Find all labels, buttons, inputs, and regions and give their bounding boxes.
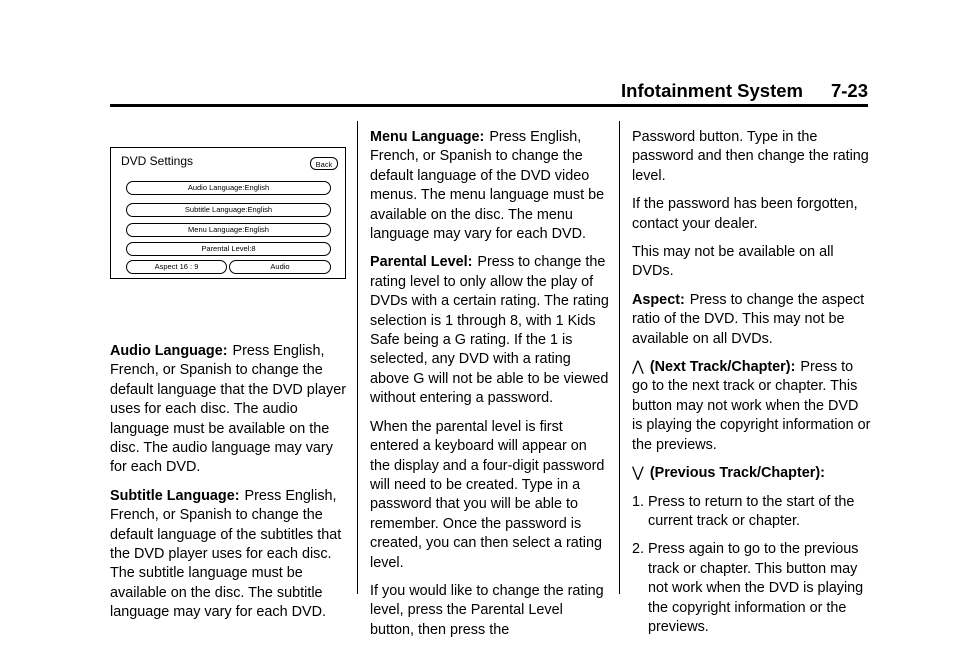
- prev-track-term: (Previous Track/Chapter):: [649, 465, 825, 482]
- step-number: 2.: [632, 541, 645, 558]
- subtitle-language-text: Press English, French, or Spanish to change the default language of the subtitles that the DVD player uses for each disc. The subtitle language must be available on the disc. The subtitle language may vary for each DVD.: [110, 487, 342, 621]
- figure-audio-language-button: Audio Language:English: [126, 181, 331, 195]
- subtitle-language-term: Subtitle Language:: [110, 487, 240, 504]
- next-track-text: Press to go to the next track or chapter. This button may not work when the DVD is playing the copyright information or the previews.: [632, 359, 871, 453]
- column-divider-1: [357, 121, 358, 594]
- figure-title: DVD Settings: [121, 154, 194, 168]
- column-2: [370, 128, 610, 649]
- prev-track-steps: [632, 493, 872, 638]
- section-title: Infotainment System: [621, 80, 803, 101]
- figure-menu-language-button: Menu Language:English: [126, 223, 331, 237]
- parental-level-term: Parental Level:: [370, 254, 473, 271]
- column-3: [632, 128, 872, 646]
- aspect-paragraph: [632, 291, 872, 349]
- page-header: [110, 80, 868, 104]
- figure-parental-level-button: Parental Level:8: [126, 242, 331, 256]
- header-rule: [110, 104, 868, 107]
- menu-language-term: Menu Language:: [370, 129, 485, 145]
- change-rating-paragraph-start: If you would like to change the rating level, press the Parental Level button, then press the: [370, 582, 604, 638]
- prev-track-paragraph: [632, 464, 872, 483]
- figure-subtitle-language-button: Subtitle Language:English: [126, 203, 331, 217]
- dvd-settings-figure: [110, 147, 346, 279]
- next-track-paragraph: [632, 358, 872, 455]
- aspect-term: Aspect:: [632, 291, 685, 308]
- menu-language-paragraph: [370, 128, 610, 244]
- change-rating-paragraph-end: Password button. Type in the password and then change the rating level.: [632, 129, 869, 184]
- step-number: 1.: [632, 493, 645, 510]
- first-time-paragraph: When the parental level is first entered a keyboard will appear on the display and a four-digit password will need to be created. Type in a password that you will be able to remember. Once the password is created, you can then select a rating level.: [370, 418, 605, 571]
- step-text: Press again to go to the previous track or chapter. This button may not work when the DVD is playing the copyright information or the previews.: [648, 541, 864, 635]
- audio-language-term: Audio Language:: [110, 343, 228, 359]
- password-forgotten-paragraph: If the password has been forgotten, contact your dealer.: [632, 196, 858, 232]
- page-number: 7-23: [830, 80, 868, 101]
- step-text: Press to return to the start of the current track or chapter.: [648, 493, 855, 529]
- step-item: [632, 540, 872, 637]
- parental-level-paragraph: [370, 253, 610, 408]
- figure-aspect-button: Aspect 16 : 9: [126, 260, 227, 274]
- next-track-term: (Next Track/Chapter):: [649, 359, 796, 376]
- column-1: [110, 342, 350, 632]
- step-item: [632, 493, 872, 532]
- audio-language-paragraph: [110, 342, 350, 478]
- not-available-paragraph: This may not be available on all DVDs.: [632, 244, 834, 280]
- prev-track-icon: ⋁: [632, 465, 644, 482]
- aspect-text: Press to change the aspect ratio of the DVD. This may not be available on all DVDs.: [632, 291, 865, 347]
- next-track-icon: ⋀: [632, 359, 644, 376]
- audio-language-text: Press English, French, or Spanish to change the default language that the DVD player uses for each disc. The audio language must be available on the disc. The audio language may vary for each DVD.: [110, 343, 347, 476]
- parental-level-text: Press to change the rating level to only allow the play of DVDs with a certain rating. The rating selection is 1 through 8, with 1 Kids Safe being a G rating. If the 1 is selected, any DVD with a rating above G will not be able to be viewed without entering a password.: [370, 254, 609, 407]
- column-divider-2: [619, 121, 620, 594]
- menu-language-text: Press English, French, or Spanish to change the default language of the DVD video menus. The menu language must be available on the disc. The menu language may vary for each DVD.: [370, 129, 605, 243]
- figure-back-button: Back: [310, 157, 338, 170]
- subtitle-language-paragraph: [110, 487, 350, 623]
- figure-audio-button: Audio: [229, 260, 331, 274]
